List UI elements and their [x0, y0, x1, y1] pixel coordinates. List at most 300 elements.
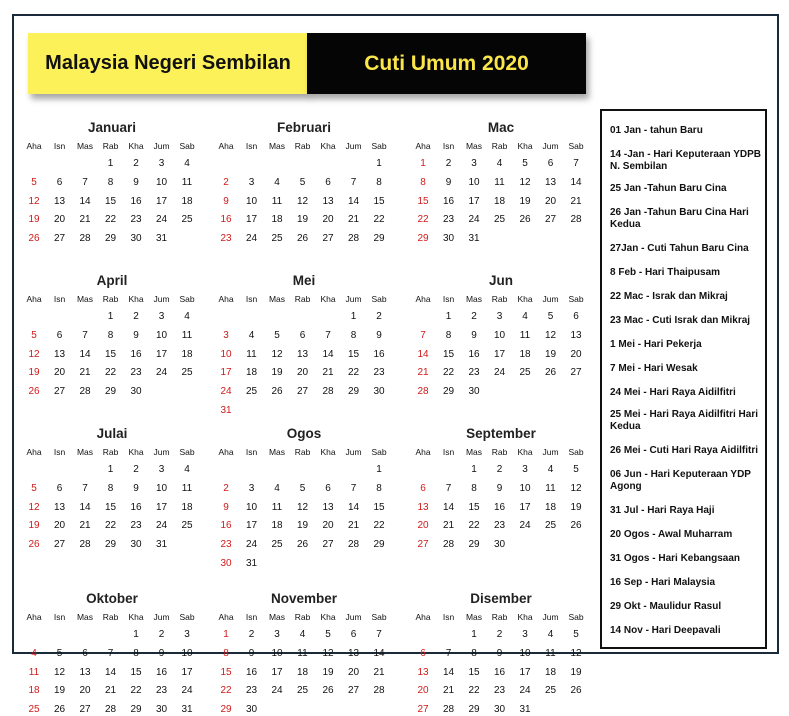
day-cell: 27	[53, 539, 66, 551]
month-name: Ogos	[286, 426, 322, 441]
weekday-header: Aha	[26, 141, 42, 151]
day-cell: 16	[130, 501, 142, 513]
day-cell: 5	[56, 647, 63, 659]
day-cell: 4	[522, 311, 528, 322]
day-cell: 9	[471, 329, 477, 341]
day-cell: 22	[468, 520, 480, 532]
day-cell: 11	[494, 176, 505, 188]
day-cell: 25	[271, 233, 283, 245]
weekday-header: Mas	[268, 294, 286, 304]
day-cell: 29	[468, 539, 480, 551]
day-cell: 8	[133, 647, 139, 659]
day-cell: 6	[420, 647, 426, 659]
day-cell: 20	[322, 214, 334, 226]
holiday-item: 22 Mac - Israk dan Mikraj	[610, 291, 728, 302]
weekday-header: Isn	[442, 294, 455, 304]
weekday-header: Aha	[26, 294, 42, 304]
day-cell: 12	[53, 666, 66, 678]
day-cell: 5	[573, 629, 579, 640]
day-cell: 8	[445, 329, 452, 341]
day-cell: 17	[245, 520, 258, 532]
day-cell: 9	[223, 501, 229, 513]
day-cell: 7	[573, 158, 579, 169]
day-cell: 26	[28, 539, 40, 551]
day-cell: 7	[82, 176, 88, 188]
day-cell: 19	[570, 501, 582, 513]
title-region: Malaysia Negeri Sembilan	[28, 33, 308, 94]
day-cell: 23	[130, 367, 142, 379]
day-cell: 12	[322, 647, 334, 659]
day-cell: 25	[181, 367, 193, 379]
day-cell: 1	[376, 464, 382, 475]
day-cell: 7	[350, 176, 357, 188]
day-cell: 16	[493, 501, 506, 513]
day-cell: 11	[297, 647, 308, 659]
title-year: Cuti Umum 2020	[307, 33, 586, 94]
day-cell: 1	[223, 629, 229, 640]
day-cell: 13	[570, 329, 582, 341]
day-cell: 18	[544, 666, 557, 678]
day-cell: 24	[245, 233, 258, 245]
day-cell: 21	[417, 367, 429, 379]
holiday-item: 31 Jul - Hari Raya Haji	[610, 505, 715, 516]
day-cell: 4	[274, 482, 280, 494]
day-cell: 28	[347, 233, 360, 245]
day-cell: 21	[322, 367, 334, 379]
day-cell: 14	[442, 501, 455, 513]
weekday-header: Jum	[345, 141, 362, 151]
day-cell: 8	[350, 329, 357, 341]
day-cell: 27	[347, 685, 360, 697]
holiday-item: 26 Mei - Cuti Hari Raya Aidilfitri	[610, 445, 758, 456]
day-cell: 6	[547, 158, 554, 169]
day-cell: 29	[468, 704, 480, 716]
day-cell: 20	[322, 520, 334, 532]
holiday-item: 26 Jan -Tahun Baru Cina Hari Kedua	[610, 207, 749, 230]
day-cell: 28	[570, 214, 582, 226]
day-cell: 24	[519, 520, 531, 532]
day-cell: 9	[158, 647, 165, 659]
day-cell: 30	[130, 386, 142, 398]
day-cell: 18	[544, 501, 557, 513]
day-cell: 11	[545, 482, 556, 494]
day-cell: 8	[471, 647, 477, 659]
day-cell: 13	[322, 501, 334, 513]
day-cell: 24	[493, 367, 506, 379]
day-cell: 5	[299, 176, 306, 188]
weekday-header: Kha	[320, 447, 336, 457]
holiday-item: 24 Mei - Hari Raya Aidilfitri	[610, 387, 736, 398]
weekday-header: Aha	[218, 141, 234, 151]
weekday-header: Jum	[345, 294, 362, 304]
day-cell: 21	[570, 195, 582, 207]
day-cell: 10	[181, 647, 193, 659]
day-cell: 25	[544, 520, 557, 532]
day-cell: 4	[184, 158, 190, 169]
day-cell: 4	[31, 647, 37, 659]
day-cell: 29	[220, 704, 232, 716]
day-cell: 9	[376, 329, 382, 341]
day-cell: 1	[376, 158, 382, 169]
day-cell: 7	[82, 482, 88, 494]
holiday-item: 7 Mei - Hari Wesak	[610, 363, 698, 374]
weekday-header: Rab	[294, 294, 311, 304]
day-cell: 11	[271, 195, 283, 207]
day-cell: 22	[347, 367, 360, 379]
day-cell: 29	[104, 539, 117, 551]
weekday-header: Jum	[153, 141, 170, 151]
weekday-header: Jum	[153, 612, 170, 622]
day-cell: 25	[28, 704, 40, 716]
day-cell: 3	[248, 176, 255, 188]
day-cell: 28	[79, 386, 91, 398]
day-cell: 7	[376, 629, 382, 640]
day-cell: 13	[296, 348, 309, 360]
day-cell: 26	[296, 539, 309, 551]
day-cell: 22	[417, 214, 429, 226]
day-cell: 12	[271, 348, 283, 360]
day-cell: 15	[468, 666, 480, 678]
day-cell: 9	[445, 176, 452, 188]
day-cell: 25	[493, 214, 506, 226]
day-cell: 15	[373, 195, 385, 207]
day-cell: 5	[274, 329, 280, 341]
day-cell: 30	[130, 233, 142, 245]
day-cell: 29	[417, 233, 429, 245]
weekday-header: Sab	[568, 294, 584, 304]
day-cell: 31	[181, 704, 193, 716]
holiday-item: 31 Ogos - Hari Kebangsaan	[610, 553, 741, 564]
day-cell: 26	[570, 685, 582, 697]
month-name: Jun	[488, 273, 513, 288]
weekday-header: Aha	[26, 447, 42, 457]
day-cell: 18	[181, 348, 193, 360]
day-cell: 7	[445, 482, 452, 494]
day-cell: 30	[468, 386, 480, 398]
day-cell: 10	[155, 176, 168, 188]
day-cell: 19	[544, 348, 557, 360]
day-cell: 1	[107, 158, 114, 169]
weekday-header: Mas	[268, 612, 286, 622]
day-cell: 25	[181, 214, 193, 226]
day-cell: 16	[130, 195, 142, 207]
holiday-list	[600, 109, 767, 649]
weekday-header: Kha	[517, 141, 533, 151]
day-cell: 19	[28, 367, 40, 379]
day-cell: 15	[468, 501, 480, 513]
holiday-item: 8 Feb - Hari Thaipusam	[610, 267, 721, 278]
weekday-header: Aha	[218, 447, 234, 457]
day-cell: 14	[79, 195, 91, 207]
day-cell: 24	[220, 386, 232, 398]
day-cell: 10	[468, 176, 480, 188]
day-cell: 9	[223, 195, 229, 207]
day-cell: 8	[420, 176, 426, 188]
day-cell: 7	[420, 329, 426, 341]
day-cell: 4	[299, 629, 306, 640]
day-cell: 20	[53, 520, 66, 532]
weekday-header: Rab	[491, 447, 508, 457]
day-cell: 6	[56, 482, 63, 494]
day-cell: 24	[155, 520, 168, 532]
day-cell: 27	[322, 539, 334, 551]
day-cell: 2	[223, 482, 229, 494]
day-cell: 25	[181, 520, 193, 532]
day-cell: 24	[181, 685, 193, 697]
day-cell: 19	[570, 666, 582, 678]
weekday-header: Mas	[76, 447, 94, 457]
day-cell: 23	[442, 214, 455, 226]
weekday-header: Sab	[568, 141, 584, 151]
day-cell: 20	[79, 685, 91, 697]
day-cell: 18	[271, 520, 283, 532]
day-cell: 11	[519, 329, 531, 341]
day-cell: 28	[373, 685, 385, 697]
day-cell: 1	[420, 158, 426, 169]
day-cell: 23	[130, 520, 142, 532]
day-cell: 29	[442, 386, 455, 398]
day-cell: 23	[373, 367, 385, 379]
day-cell: 22	[220, 685, 232, 697]
day-cell: 1	[133, 629, 139, 640]
day-cell: 23	[493, 685, 506, 697]
day-cell: 27	[79, 704, 91, 716]
day-cell: 2	[248, 629, 255, 640]
day-cell: 23	[155, 685, 168, 697]
day-cell: 22	[373, 520, 385, 532]
day-cell: 27	[53, 233, 66, 245]
day-cell: 19	[519, 195, 531, 207]
day-cell: 28	[79, 539, 91, 551]
day-cell: 15	[220, 666, 232, 678]
holiday-item: 1 Mei - Hari Pekerja	[610, 339, 702, 350]
weekday-header: Isn	[53, 141, 66, 151]
day-cell: 27	[417, 539, 429, 551]
day-cell: 15	[347, 348, 360, 360]
day-cell: 16	[468, 348, 480, 360]
day-cell: 27	[570, 367, 582, 379]
day-cell: 17	[493, 348, 506, 360]
weekday-header: Mas	[268, 447, 286, 457]
day-cell: 8	[376, 482, 382, 494]
day-cell: 5	[31, 176, 37, 188]
day-cell: 11	[28, 666, 40, 678]
weekday-header: Sab	[568, 612, 584, 622]
day-cell: 18	[181, 195, 193, 207]
day-cell: 29	[373, 539, 385, 551]
weekday-header: Aha	[218, 294, 234, 304]
day-cell: 2	[158, 629, 165, 640]
weekday-header: Jum	[345, 447, 362, 457]
day-cell: 25	[544, 685, 557, 697]
day-cell: 4	[184, 464, 190, 475]
day-cell: 10	[155, 482, 168, 494]
weekday-header: Jum	[153, 294, 170, 304]
day-cell: 19	[28, 214, 40, 226]
weekday-header: Kha	[128, 612, 144, 622]
day-cell: 16	[442, 195, 455, 207]
day-cell: 26	[296, 233, 309, 245]
day-cell: 8	[223, 647, 229, 659]
weekday-header: Jum	[345, 612, 362, 622]
weekday-header: Rab	[491, 141, 508, 151]
day-cell: 22	[104, 214, 117, 226]
weekday-header: Sab	[179, 294, 195, 304]
day-cell: 12	[28, 348, 40, 360]
day-cell: 26	[53, 704, 66, 716]
day-cell: 10	[519, 647, 531, 659]
day-cell: 28	[442, 704, 455, 716]
month-name: Mei	[292, 273, 316, 288]
weekday-header: Mas	[76, 141, 94, 151]
day-cell: 24	[155, 214, 168, 226]
day-cell: 3	[496, 311, 503, 322]
day-cell: 26	[322, 685, 334, 697]
day-cell: 13	[79, 666, 91, 678]
day-cell: 9	[133, 482, 139, 494]
day-cell: 31	[155, 233, 168, 245]
weekday-header: Sab	[371, 294, 387, 304]
day-cell: 24	[468, 214, 480, 226]
day-cell: 14	[442, 666, 455, 678]
weekday-header: Kha	[320, 141, 336, 151]
day-cell: 27	[296, 386, 309, 398]
month-name: Januari	[87, 120, 137, 135]
month-name: Februari	[276, 120, 331, 135]
weekday-header: Mas	[76, 294, 94, 304]
weekday-header: Kha	[517, 294, 533, 304]
day-cell: 15	[373, 501, 385, 513]
day-cell: 2	[133, 464, 139, 475]
weekday-header: Aha	[415, 447, 431, 457]
day-cell: 19	[296, 214, 309, 226]
day-cell: 12	[544, 329, 557, 341]
day-cell: 25	[519, 367, 531, 379]
day-cell: 13	[544, 176, 557, 188]
day-cell: 26	[544, 367, 557, 379]
month-name: Mac	[487, 120, 515, 135]
day-cell: 17	[519, 501, 531, 513]
day-cell: 30	[130, 539, 142, 551]
day-cell: 20	[53, 367, 66, 379]
day-cell: 8	[376, 176, 382, 188]
day-cell: 13	[322, 195, 334, 207]
day-cell: 24	[271, 685, 283, 697]
day-cell: 21	[79, 520, 91, 532]
day-cell: 2	[471, 311, 477, 322]
day-cell: 2	[376, 311, 382, 322]
weekday-header: Kha	[517, 447, 533, 457]
day-cell: 6	[299, 329, 306, 341]
day-cell: 10	[519, 482, 531, 494]
day-cell: 1	[471, 464, 477, 475]
weekday-header: Rab	[294, 141, 311, 151]
day-cell: 10	[245, 195, 258, 207]
weekday-header: Sab	[179, 447, 195, 457]
weekday-header: Jum	[542, 141, 559, 151]
day-cell: 12	[28, 195, 40, 207]
day-cell: 3	[471, 158, 477, 169]
day-cell: 4	[547, 464, 554, 475]
day-cell: 18	[296, 666, 309, 678]
day-cell: 3	[158, 158, 165, 169]
day-cell: 29	[104, 233, 117, 245]
day-cell: 14	[79, 348, 91, 360]
weekday-header: Rab	[102, 447, 119, 457]
day-cell: 9	[496, 647, 503, 659]
day-cell: 5	[573, 464, 579, 475]
weekday-header: Isn	[442, 612, 455, 622]
holiday-item: 23 Mac - Cuti Israk dan Mikraj	[610, 315, 751, 326]
day-cell: 14	[570, 176, 582, 188]
day-cell: 23	[130, 214, 142, 226]
weekday-header: Kha	[128, 141, 144, 151]
holiday-item: 29 Okt - Maulidur Rasul	[610, 601, 722, 612]
day-cell: 21	[373, 666, 385, 678]
day-cell: 16	[245, 666, 258, 678]
day-cell: 11	[246, 348, 257, 360]
day-cell: 8	[107, 176, 114, 188]
weekday-header: Jum	[542, 612, 559, 622]
day-cell: 28	[79, 233, 91, 245]
day-cell: 28	[442, 539, 455, 551]
day-cell: 4	[496, 158, 503, 169]
weekday-header: Jum	[542, 447, 559, 457]
holiday-item: 16 Sep - Hari Malaysia	[610, 577, 716, 588]
day-cell: 7	[107, 647, 114, 659]
weekday-header: Kha	[320, 294, 336, 304]
day-cell: 8	[107, 329, 114, 341]
holiday-item: 20 Ogos - Awal Muharram	[610, 529, 733, 540]
day-cell: 7	[325, 329, 331, 341]
day-cell: 15	[104, 501, 117, 513]
day-cell: 4	[248, 329, 255, 341]
day-cell: 1	[445, 311, 452, 322]
day-cell: 21	[104, 685, 117, 697]
day-cell: 31	[220, 405, 232, 416]
weekday-header: Isn	[442, 141, 455, 151]
weekday-header: Isn	[53, 447, 66, 457]
day-cell: 29	[373, 233, 385, 245]
day-cell: 14	[417, 348, 429, 360]
weekday-header: Isn	[245, 447, 258, 457]
weekday-header: Isn	[245, 141, 258, 151]
day-cell: 20	[347, 666, 360, 678]
weekday-header: Rab	[294, 447, 311, 457]
day-cell: 9	[496, 482, 503, 494]
day-cell: 4	[547, 629, 554, 640]
day-cell: 12	[28, 501, 40, 513]
day-cell: 14	[79, 501, 91, 513]
day-cell: 17	[155, 348, 168, 360]
day-cell: 5	[299, 482, 306, 494]
day-cell: 26	[519, 214, 531, 226]
day-cell: 13	[53, 195, 66, 207]
day-cell: 5	[31, 482, 37, 494]
day-cell: 31	[519, 704, 531, 716]
day-cell: 17	[220, 367, 232, 379]
day-cell: 10	[271, 647, 283, 659]
weekday-header: Isn	[53, 294, 66, 304]
day-cell: 30	[493, 704, 506, 716]
day-cell: 31	[245, 558, 258, 569]
month-name: April	[96, 273, 128, 288]
day-cell: 13	[347, 647, 360, 659]
day-cell: 29	[104, 386, 117, 398]
day-cell: 20	[417, 520, 429, 532]
day-cell: 17	[271, 666, 283, 678]
day-cell: 23	[468, 367, 480, 379]
